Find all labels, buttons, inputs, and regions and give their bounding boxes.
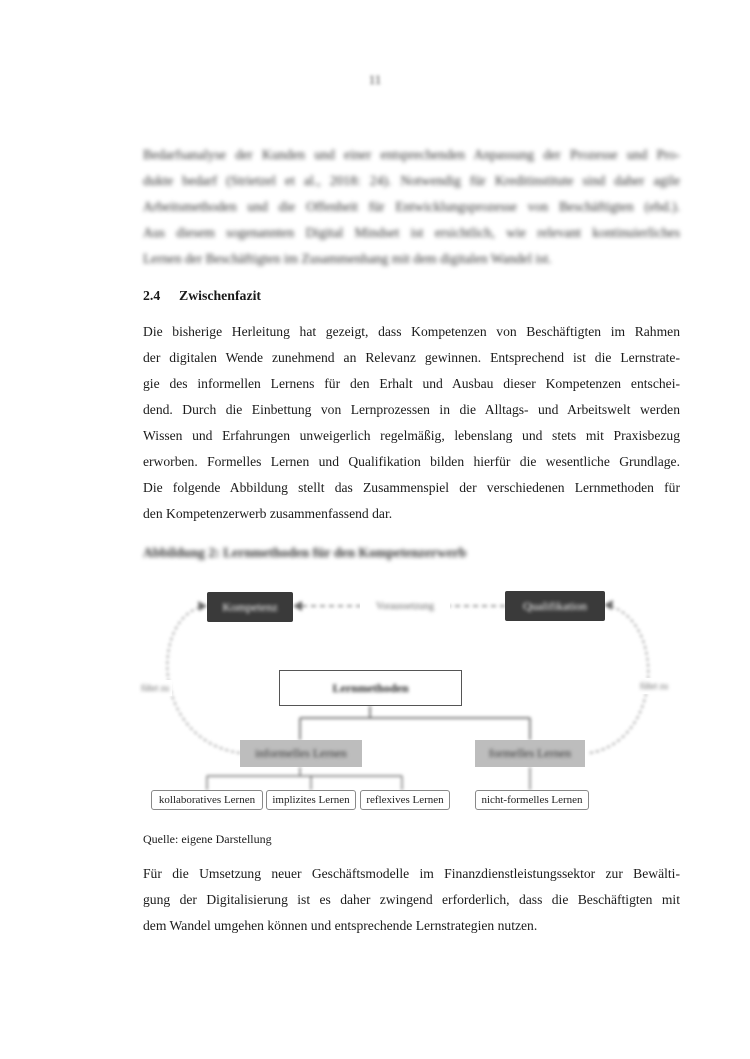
text-line: dend. Durch die Einbettung von Lernprozessen in die Alltags- und Arbeitswelt werden: [143, 402, 680, 417]
text-line: dem Wandel umgehen können und entsprechende Lernstrategien nutzen.: [143, 918, 538, 933]
leaf-nicht-formelles-lernen: [475, 790, 589, 810]
leaf-label: kollaboratives Lernen: [158, 794, 256, 806]
text-line: Arbeitsmethoden und die Offenheit für Entwicklungsprozesse von Beschäftigten (ebd.).: [143, 199, 680, 214]
node-formelles-lernen: [475, 740, 585, 767]
text-line: Lernen der Beschäftigten im Zusammenhang mit dem digitalen Wandel ist.: [143, 251, 552, 266]
node-lernmethoden: [279, 670, 462, 706]
node-label: formelles Lernen: [488, 746, 572, 760]
leaf-implizites-lernen: [266, 790, 356, 810]
node-label: Qualifikation: [523, 598, 587, 613]
node-informelles-lernen: [240, 740, 362, 767]
text-line: gie des informellen Lernens für den Erhalt und Ausbau dieser Kompetenzen entschei-: [143, 376, 680, 391]
node-label: Lernmethoden: [332, 680, 409, 695]
node-qualifikation: [505, 591, 605, 621]
text-line: der digitalen Wende zunehmend an Relevanz gewinnen. Entsprechend ist die Lernstrate-: [143, 350, 680, 365]
page-number: 11: [368, 72, 382, 87]
text-line: den Kompetenzerwerb zusammenfassend dar.: [143, 506, 393, 521]
text-line: Bedarfsanalyse der Kunden und einer entsprechenden Anpassung der Prozesse und Pro-: [143, 147, 680, 162]
text-line: Die bisherige Herleitung hat gezeigt, dass Kompetenzen von Beschäftigten im Rahmen: [143, 324, 680, 339]
edge-label-right: [636, 678, 672, 694]
text-line: dukte bedarf (Strietzel et al., 2018: 24). Notwendig für Kreditinstitute sind daher agile: [143, 173, 680, 188]
text-line: erworben. Formelles Lernen und Qualifikation bilden hierfür die wesentliche Grundlage.: [143, 454, 680, 469]
leaf-reflexives-lernen: [360, 790, 450, 810]
text-line: Die folgende Abbildung stellt das Zusammenspiel der verschiedenen Lernmethoden für: [143, 480, 680, 495]
node-kompetenz: [207, 592, 293, 622]
text-line: Wissen und Erfahrungen unweigerlich regelmäßig, lebenslang und stets mit Praxisbezug: [143, 428, 680, 443]
edge-label: führt zu: [639, 681, 669, 691]
leaf-label: reflexives Lernen: [366, 794, 444, 806]
node-label: informelles Lernen: [255, 746, 347, 760]
section-title: Zwischenfazit: [179, 288, 262, 303]
leaf-label: nicht-formelles Lernen: [481, 794, 583, 806]
node-label: Kompetenz: [222, 599, 278, 614]
leaf-label: implizites Lernen: [272, 794, 350, 806]
edge-label: führt zu: [140, 683, 170, 693]
leaf-kollaboratives-lernen: [151, 790, 263, 810]
edge-label: Voraussetzung: [375, 600, 435, 612]
conclusion-paragraph: [143, 861, 680, 939]
edge-label-left: [138, 680, 172, 696]
text-line: gung der Digitalisierung ist es daher zwingend erforderlich, dass die Beschäftigten mit: [143, 892, 680, 907]
edge-label-top: [360, 598, 450, 614]
figure-caption: Abbildung 2: Lernmethoden für den Kompetenzerwerb: [143, 545, 467, 560]
text-line: Aus diesem sogenannten Digital Mindset ist ersichtlich, wie relevant kontinuierliches: [143, 225, 680, 240]
text-line: Für die Umsetzung neuer Geschäftsmodelle im Finanzdienstleistungssektor zur Bewälti-: [143, 866, 680, 881]
figure-source: Quelle: eigene Darstellung: [143, 832, 272, 846]
section-number: 2.4: [143, 288, 161, 303]
